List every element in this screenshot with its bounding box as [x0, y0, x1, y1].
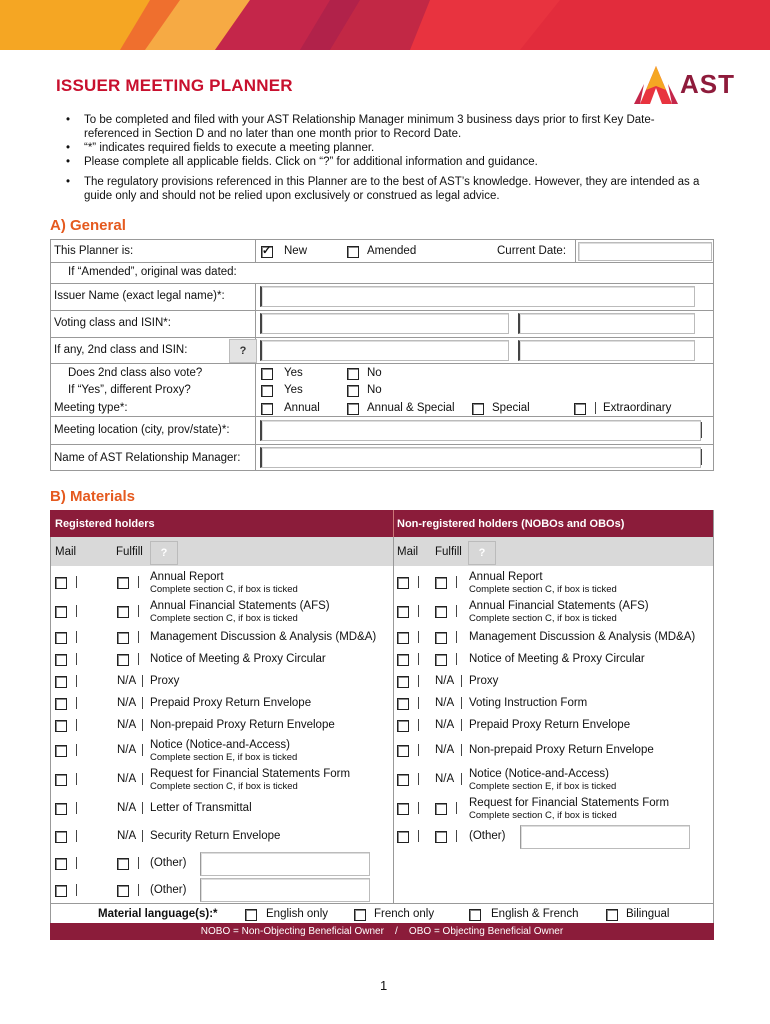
material-note: Complete section C, if box is ticked	[469, 613, 617, 624]
material-label: Management Discussion & Analysis (MD&A)	[150, 631, 377, 643]
material-label: Annual Financial Statements (AFS)	[469, 600, 649, 612]
fulfill-checkbox[interactable]	[117, 654, 129, 666]
original-date-label: If “Amended”, original was dated:	[68, 266, 237, 278]
mail-checkbox[interactable]	[397, 654, 409, 666]
divider	[50, 444, 714, 445]
divider	[50, 283, 714, 284]
material-label: Annual Report	[469, 571, 543, 583]
divider	[76, 773, 77, 785]
fulfill-checkbox[interactable]	[435, 577, 447, 589]
fulfill-checkbox[interactable]	[435, 654, 447, 666]
material-label: Notice of Meeting & Proxy Circular	[150, 653, 326, 665]
mail-checkbox[interactable]	[397, 577, 409, 589]
divider	[76, 697, 77, 709]
fulfill-checkbox[interactable]	[435, 606, 447, 618]
divider	[255, 239, 256, 263]
divider	[255, 283, 256, 470]
ast-logo-mark-icon	[632, 64, 680, 108]
special-checkbox[interactable]	[472, 403, 484, 415]
mail-checkbox[interactable]	[55, 774, 67, 786]
fulfill-column-label: Fulfill	[435, 546, 462, 558]
annual-special-checkbox[interactable]	[347, 403, 359, 415]
divider	[76, 744, 77, 756]
new-label: New	[284, 245, 308, 257]
mail-checkbox[interactable]	[55, 577, 67, 589]
mail-checkbox[interactable]	[55, 698, 67, 710]
na-label: N/A	[117, 675, 137, 687]
material-note: Complete section C, if box is ticked	[150, 584, 298, 595]
second-vote-no-checkbox[interactable]	[347, 368, 359, 380]
divider	[138, 576, 139, 588]
divider	[418, 631, 419, 643]
mail-checkbox[interactable]	[397, 632, 409, 644]
divider	[76, 802, 77, 814]
bilingual-label: Bilingual	[626, 908, 670, 920]
na-label: N/A	[435, 773, 455, 785]
nonregistered-holders-header: Non-registered holders (NOBOs and OBOs)	[397, 518, 625, 530]
mail-checkbox[interactable]	[397, 803, 409, 815]
na-label: N/A	[435, 719, 455, 731]
divider	[142, 773, 143, 785]
mail-checkbox[interactable]	[397, 720, 409, 732]
footnote-bar	[50, 923, 714, 940]
divider	[76, 631, 77, 643]
divider	[76, 719, 77, 731]
na-label: N/A	[435, 744, 455, 756]
fulfill-checkbox[interactable]	[117, 885, 129, 897]
material-note: Complete section E, if box is ticked	[469, 781, 617, 792]
divider	[461, 744, 462, 756]
voting-class-label: Voting class and ISIN*:	[54, 317, 171, 329]
divider	[418, 744, 419, 756]
yes-label: Yes	[284, 384, 303, 396]
material-label: Management Discussion & Analysis (MD&A)	[469, 631, 696, 643]
other-material-field[interactable]	[200, 878, 370, 902]
divider	[461, 675, 462, 687]
other-material-field[interactable]	[520, 825, 690, 849]
isin-field[interactable]	[518, 313, 695, 334]
second-vote-label: Does 2nd class also vote?	[68, 367, 203, 379]
divider	[142, 675, 143, 687]
header-banner	[0, 0, 770, 50]
fulfill-checkbox[interactable]	[435, 831, 447, 843]
divider	[701, 422, 702, 438]
english-french-checkbox[interactable]	[469, 909, 481, 921]
material-note: Complete section C, if box is ticked	[150, 781, 298, 792]
current-date-field[interactable]	[578, 242, 712, 261]
divider	[50, 262, 714, 263]
na-label: N/A	[117, 830, 137, 842]
page-title: ISSUER MEETING PLANNER	[56, 76, 293, 95]
material-label: (Other)	[469, 830, 506, 842]
material-note: Complete section C, if box is ticked	[150, 613, 298, 624]
mail-checkbox[interactable]	[55, 676, 67, 688]
planner-type-label: This Planner is:	[54, 245, 134, 257]
divider	[575, 239, 576, 263]
divider	[456, 631, 457, 643]
divider	[142, 802, 143, 814]
divider	[418, 773, 419, 785]
divider	[50, 239, 51, 470]
current-date-label: Current Date:	[497, 245, 567, 257]
mail-checkbox[interactable]	[397, 745, 409, 757]
registered-holders-header: Registered holders	[55, 518, 155, 530]
material-label: Notice of Meeting & Proxy Circular	[469, 653, 645, 665]
fulfill-checkbox[interactable]	[435, 803, 447, 815]
fulfill-checkbox[interactable]	[117, 577, 129, 589]
french-only-checkbox[interactable]	[354, 909, 366, 921]
divider	[138, 857, 139, 869]
material-label: Letter of Transmittal	[150, 802, 252, 814]
mail-checkbox[interactable]	[55, 803, 67, 815]
divider	[461, 697, 462, 709]
na-label: N/A	[435, 697, 455, 709]
material-label: Request for Financial Statements Form	[150, 768, 351, 780]
material-label: Non-prepaid Proxy Return Envelope	[469, 744, 654, 756]
na-label: N/A	[435, 675, 455, 687]
issuer-name-field[interactable]	[260, 286, 695, 307]
divider	[418, 830, 419, 842]
fulfill-checkbox[interactable]	[117, 858, 129, 870]
divider	[76, 605, 77, 617]
english-only-label: English only	[266, 908, 329, 920]
second-isin-field[interactable]	[518, 340, 695, 361]
second-class-help-button[interactable]: ?	[229, 339, 257, 363]
special-label: Special	[492, 402, 530, 414]
divider	[138, 631, 139, 643]
divider	[138, 605, 139, 617]
material-label: Annual Financial Statements (AFS)	[150, 600, 330, 612]
divider	[50, 310, 714, 311]
rm-name-label: Name of AST Relationship Manager:	[54, 452, 241, 464]
divider	[76, 576, 77, 588]
bilingual-checkbox[interactable]	[606, 909, 618, 921]
material-label: (Other)	[150, 857, 187, 869]
divider	[393, 537, 394, 903]
na-label: N/A	[117, 773, 137, 785]
mail-checkbox[interactable]	[397, 774, 409, 786]
material-label: Voting Instruction Form	[469, 697, 588, 709]
divider	[418, 719, 419, 731]
material-note: Complete section E, if box is ticked	[150, 752, 298, 763]
divider	[418, 605, 419, 617]
divider	[713, 239, 714, 470]
instruction-item: • “*” indicates required fields to execute a meeting planner.	[66, 141, 706, 155]
material-language-label: Material language(s):*	[98, 908, 218, 920]
section-b-heading: B) Materials	[50, 488, 136, 505]
divider	[418, 653, 419, 665]
page-number: 1	[380, 978, 388, 993]
other-material-field[interactable]	[200, 852, 370, 876]
english-french-label: English & French	[491, 908, 579, 920]
material-label: Annual Report	[150, 571, 224, 583]
english-only-checkbox[interactable]	[245, 909, 257, 921]
material-note: Complete section C, if box is ticked	[469, 584, 617, 595]
mail-checkbox[interactable]	[55, 745, 67, 757]
divider	[461, 773, 462, 785]
amended-checkbox[interactable]	[347, 246, 359, 258]
divider	[461, 719, 462, 731]
divider	[456, 653, 457, 665]
mail-checkbox[interactable]	[397, 676, 409, 688]
material-label: Proxy	[150, 675, 180, 687]
footnote-text: NOBO = Non-Objecting Beneficial Owner / OBO = Objecting Beneficial Owner	[200, 926, 564, 937]
na-label: N/A	[117, 697, 137, 709]
divider	[50, 537, 51, 940]
mail-checkbox[interactable]	[55, 654, 67, 666]
divider	[393, 510, 394, 537]
material-label: Notice (Notice-and-Access)	[469, 768, 609, 780]
divider	[142, 697, 143, 709]
mail-checkbox[interactable]	[55, 632, 67, 644]
extraordinary-checkbox[interactable]	[574, 403, 586, 415]
divider	[50, 239, 714, 240]
section-a-heading: A) General	[50, 217, 126, 234]
divider	[701, 449, 702, 465]
divider	[418, 675, 419, 687]
fulfill-checkbox[interactable]	[435, 632, 447, 644]
fulfill-checkbox[interactable]	[117, 606, 129, 618]
annual-special-label: Annual & Special	[367, 402, 455, 414]
different-proxy-yes-checkbox[interactable]	[261, 385, 273, 397]
material-label: Notice (Notice-and-Access)	[150, 739, 290, 751]
divider	[138, 653, 139, 665]
mail-checkbox[interactable]	[397, 698, 409, 710]
different-proxy-label: If “Yes”, different Proxy?	[68, 384, 191, 396]
divider	[76, 675, 77, 687]
material-label: Proxy	[469, 675, 499, 687]
issuer-name-label: Issuer Name (exact legal name)*:	[54, 290, 225, 302]
location-label: Meeting location (city, prov/state)*:	[54, 424, 230, 436]
second-class-label: If any, 2nd class and ISIN:	[54, 344, 188, 356]
divider	[76, 830, 77, 842]
mail-checkbox[interactable]	[55, 885, 67, 897]
fulfill-checkbox[interactable]	[117, 632, 129, 644]
annual-checkbox[interactable]	[261, 403, 273, 415]
divider	[142, 719, 143, 731]
instruction-item: • Please complete all applicable fields. Click on “?” for additional information and guidance.	[66, 155, 706, 169]
material-note: Complete section C, if box is ticked	[469, 810, 617, 821]
divider	[76, 857, 77, 869]
mail-checkbox[interactable]	[397, 606, 409, 618]
divider	[142, 744, 143, 756]
meeting-type-label: Meeting type*:	[54, 402, 128, 414]
new-checkbox[interactable]	[261, 246, 273, 258]
fulfill-column-label: Fulfill	[116, 546, 143, 558]
material-label: Security Return Envelope	[150, 830, 281, 842]
divider	[418, 697, 419, 709]
ast-logo-text: AST	[680, 69, 735, 99]
divider	[50, 903, 714, 904]
mail-checkbox[interactable]	[397, 831, 409, 843]
instruction-item: • To be completed and filed with your AST Relationship Manager minimum 3 business days prior to first Key Date-referenced in Section D and no later than one month prior to Record Date.	[66, 113, 706, 141]
divider	[456, 802, 457, 814]
na-label: N/A	[117, 802, 137, 814]
mail-column-label: Mail	[397, 546, 419, 558]
second-class-field[interactable]	[260, 340, 509, 361]
mail-checkbox[interactable]	[55, 720, 67, 732]
mail-column-label: Mail	[55, 546, 77, 558]
different-proxy-no-checkbox[interactable]	[347, 385, 359, 397]
fulfill-help-button[interactable]: ?	[468, 541, 496, 565]
rm-name-field[interactable]	[260, 447, 701, 468]
na-label: N/A	[117, 719, 137, 731]
divider	[50, 337, 714, 338]
divider	[142, 830, 143, 842]
extraordinary-label: Extraordinary	[603, 402, 672, 414]
french-only-label: French only	[374, 908, 435, 920]
material-label: Request for Financial Statements Form	[469, 797, 670, 809]
divider	[76, 884, 77, 896]
amended-label: Amended	[367, 245, 417, 257]
divider	[50, 470, 714, 471]
divider	[418, 576, 419, 588]
mail-checkbox[interactable]	[55, 858, 67, 870]
divider	[76, 653, 77, 665]
material-label: Prepaid Proxy Return Envelope	[150, 697, 312, 709]
divider	[456, 830, 457, 842]
na-label: N/A	[117, 744, 137, 756]
material-label: Non-prepaid Proxy Return Envelope	[150, 719, 335, 731]
instructions-list	[66, 113, 706, 203]
divider	[456, 605, 457, 617]
divider	[456, 576, 457, 588]
material-label: Prepaid Proxy Return Envelope	[469, 719, 631, 731]
yes-label: Yes	[284, 367, 303, 379]
divider	[50, 416, 714, 417]
no-label: No	[367, 367, 382, 379]
second-vote-yes-checkbox[interactable]	[261, 368, 273, 380]
location-field[interactable]	[260, 420, 701, 441]
divider	[713, 510, 714, 940]
fulfill-help-button[interactable]: ?	[150, 541, 178, 565]
divider	[50, 363, 714, 364]
mail-checkbox[interactable]	[55, 606, 67, 618]
material-label: (Other)	[150, 884, 187, 896]
divider	[595, 402, 596, 414]
annual-label: Annual	[284, 402, 320, 414]
mail-checkbox[interactable]	[55, 831, 67, 843]
divider	[418, 802, 419, 814]
no-label: No	[367, 384, 382, 396]
instruction-item: • The regulatory provisions referenced in this Planner are to the best of AST’s knowledge. However, they are intended as a guide only and should not be relied upon exclusively or construed as legal advice.	[66, 175, 706, 203]
divider	[138, 884, 139, 896]
voting-class-field[interactable]	[260, 313, 509, 334]
